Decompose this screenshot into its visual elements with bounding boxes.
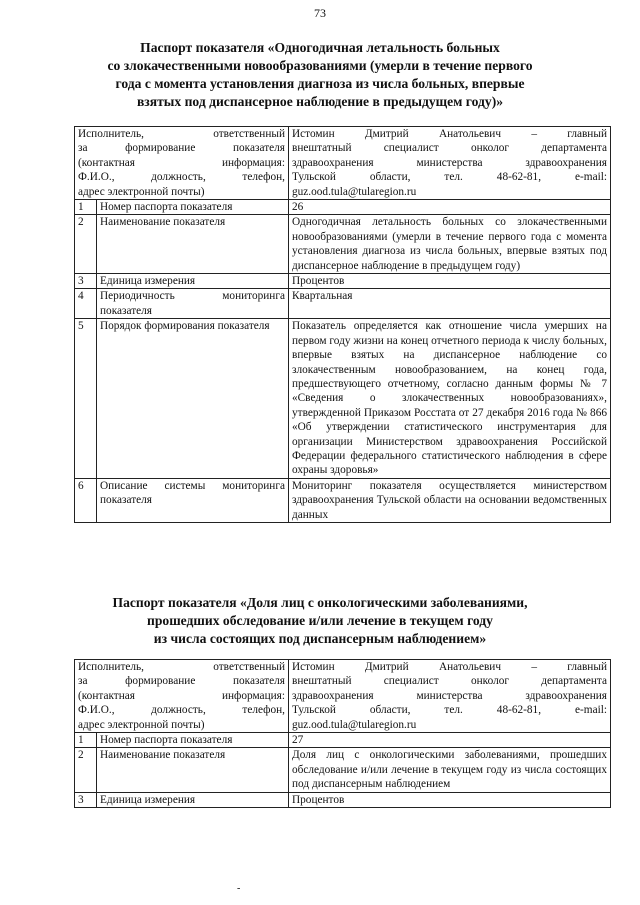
row-number: 1 [75, 733, 97, 748]
executor-value-line: Тульской области, тел. 48-62-81, e-mail: [292, 171, 607, 184]
title-line: Паспорт показателя «Доля лиц с онкологическими заболеваниями, [112, 595, 528, 610]
row-label: Номер паспорта показателя [97, 733, 289, 748]
executor-label-line: (контактная информация: [78, 156, 285, 169]
row-value: Одногодичная летальность больных со злокачественными новообразованиями (умерли в течение первого года с момента установления диагноза из числа больных, впервые взятых под диспансерное наблюдение в предыдущем году) [289, 215, 611, 274]
title-line: года с момента установления диагноза из числа больных, впервые [115, 76, 525, 91]
row-label: Порядок формирования показателя [97, 319, 289, 478]
row-number: 4 [75, 289, 97, 319]
row-value: Квартальная [289, 289, 611, 319]
row-value: 26 [289, 200, 611, 215]
row-number: 3 [75, 792, 97, 807]
executor-label-line: за формирование показателя [78, 142, 285, 155]
executor-value-line: Тульской области, тел. 48-62-81, e-mail: [292, 704, 607, 717]
row-number: 5 [75, 319, 97, 478]
row-number: 1 [75, 200, 97, 215]
executor-value-line: guz.ood.tula@tularegion.ru [292, 185, 417, 198]
executor-value-line: здравоохранения министерства здравоохранения [292, 156, 607, 169]
row-label: Описание системы мониторинга показателя [97, 478, 289, 522]
page-number: 73 [314, 6, 326, 20]
passport-table-1 [74, 126, 611, 523]
row-number: 3 [75, 274, 97, 289]
table-row [75, 274, 611, 289]
title-line: из числа состоящих под диспансерным наблюдением» [153, 631, 487, 646]
executor-value-line: внештатный специалист онколог департамента [292, 675, 607, 688]
table-row [75, 289, 611, 319]
executor-row [75, 127, 611, 200]
executor-label-line: Ф.И.О., должность, телефон, [78, 171, 285, 184]
title-line: Паспорт показателя «Одногодичная летальность больных [140, 40, 500, 55]
executor-label-line: Ф.И.О., должность, телефон, [78, 704, 285, 717]
row-label: Единица измерения [97, 274, 289, 289]
row-label: Наименование показателя [97, 215, 289, 274]
executor-value-line: здравоохранения министерства здравоохранения [292, 689, 607, 702]
table-row [75, 215, 611, 274]
executor-label [75, 127, 289, 200]
executor-value-line: Истомин Дмитрий Анатольевич – главный [292, 661, 607, 673]
title-line: взятых под диспансерное наблюдение в предыдущем году)» [136, 94, 504, 109]
passport-title-1 [60, 39, 580, 111]
executor-value-line: guz.ood.tula@tularegion.ru [292, 718, 417, 731]
row-label: Наименование показателя [97, 748, 289, 792]
table-row [75, 792, 611, 807]
executor-label-line: адрес электронной почты) [78, 718, 205, 731]
executor-label [75, 660, 289, 733]
row-value: Процентов [289, 274, 611, 289]
row-value: Процентов [289, 792, 611, 807]
executor-label-line: Исполнитель, ответственный [78, 661, 285, 673]
table-row [75, 733, 611, 748]
passport-table-2 [74, 659, 611, 808]
executor-value-line: Истомин Дмитрий Анатольевич – главный [292, 128, 607, 140]
executor-label-line: Исполнитель, ответственный [78, 128, 285, 140]
row-value: Показатель определяется как отношение числа умерших на первом году жизни на конец отчетного периода к числу больных, впервые взятых на диспансерное наблюдение со злокачественным новообразованием, на конец года, предшествующего отчетному, согласно данным формы № 7 «Сведения о злокачественных новообразованиях», утвержденной Приказом Росстата от 27 декабря 2016 года № 866 «Об утверждении статистического инструментария для организации Министерством здравоохранения Российской Федерации федерального статистического наблюдения в сфере охраны здоровья» [289, 319, 611, 478]
executor-value [289, 660, 611, 733]
row-value: Доля лиц с онкологическими заболеваниями, прошедших обследование и/или лечение в текущем году из числа состоящих под диспансерным наблюдением [289, 748, 611, 792]
executor-value [289, 127, 611, 200]
table-row [75, 478, 611, 522]
footer-mark: - [237, 883, 241, 894]
row-number: 2 [75, 215, 97, 274]
executor-label-line: адрес электронной почты) [78, 185, 205, 198]
executor-label-line: (контактная информация: [78, 689, 285, 702]
row-number: 6 [75, 478, 97, 522]
row-label: Периодичность мониторинга показателя [97, 289, 289, 319]
passport-title-2 [60, 594, 580, 648]
table-row [75, 748, 611, 792]
executor-label-line: за формирование показателя [78, 675, 285, 688]
executor-row [75, 660, 611, 733]
table-row [75, 319, 611, 478]
row-value: 27 [289, 733, 611, 748]
table-row [75, 200, 611, 215]
title-line: со злокачественными новообразованиями (умерли в течение первого [107, 58, 533, 73]
row-number: 2 [75, 748, 97, 792]
row-label: Номер паспорта показателя [97, 200, 289, 215]
row-label: Единица измерения [97, 792, 289, 807]
row-value: Мониторинг показателя осуществляется министерством здравоохранения Тульской области на основании ведомственных данных [289, 478, 611, 522]
title-line: прошедших обследование и/или лечение в текущем году [147, 613, 493, 628]
executor-value-line: внештатный специалист онколог департамента [292, 142, 607, 155]
